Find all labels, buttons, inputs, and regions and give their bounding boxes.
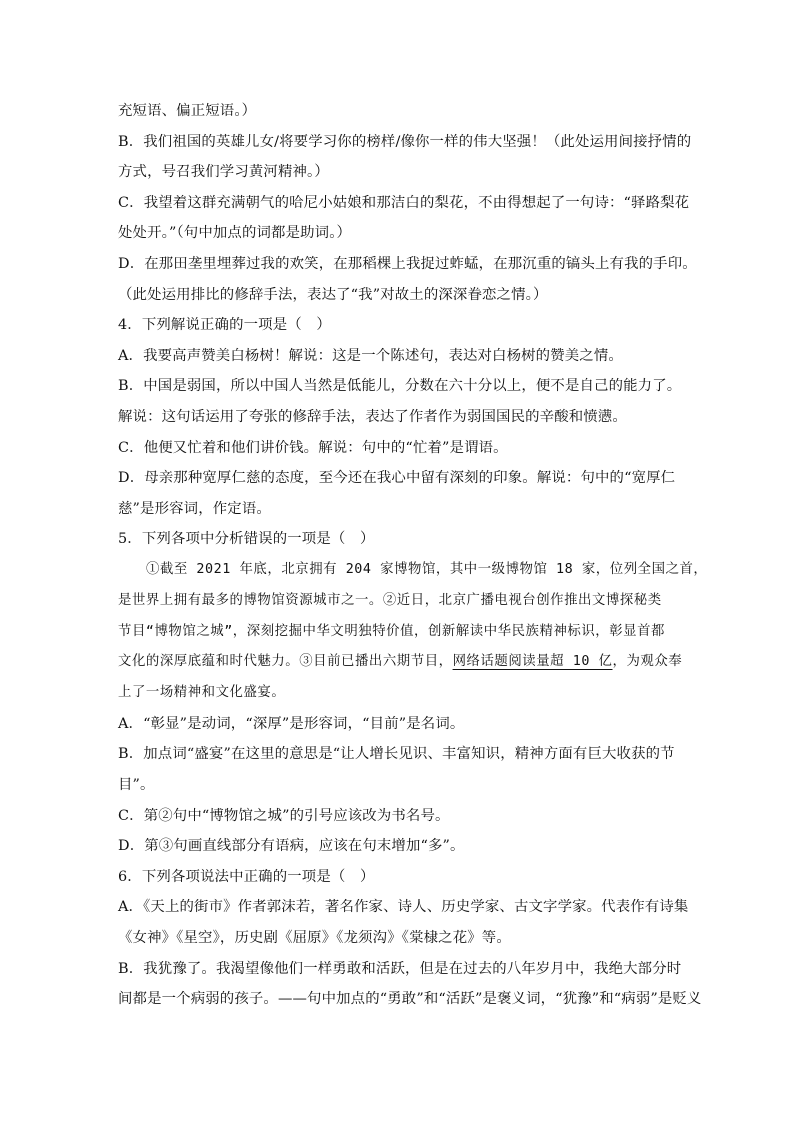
text-line: 充短语、偏正短语。） [118,103,257,119]
q4-option-b: B．中国是弱国，所以中国人当然是低能儿，分数在六十分以上，便不是自己的能力了。 [118,378,682,395]
text-line: （此处运用排比的修辞手法，表达了“我”对故土的深深眷恋之情。） [118,286,548,303]
q6-option-b: B．我犹豫了。我渴望像他们一样勇敢和活跃，但是在过去的八年岁月中，我绝大部分时 [118,960,682,977]
question-6-title: 6．下列各项说法中正确的一项是（ ） [118,868,375,885]
q5-option-a: A．“彰显”是动词，“深厚”是形容词，“目前”是名词。 [118,715,465,732]
question-5-title: 5．下列各项中分析错误的一项是（ ） [118,531,375,548]
underlined-phrase: 网络话题阅读量超 10 亿 [452,654,613,670]
text-line: 慈”是形容词，作定语。 [118,500,271,517]
option-b-line: B．我们祖国的英雄儿女/将要学习你的榜样/像你一样的伟大坚强！（此处运用间接抒情的 [118,133,692,150]
reading-passage [118,555,708,709]
passage-text: ，为观众奉 [612,654,683,670]
q4-option-a: A．我要高声赞美白杨树！解说：这是一个陈述句，表达对白杨树的赞美之情。 [118,347,623,364]
q5-option-b: B．加点词“盛宴”在这里的意思是“让人增长见识、丰富知识，精神方面有巨大收获的节 [118,746,675,763]
question-4-title: 4．下列解说正确的一项是（ ） [118,317,331,334]
q4-option-d: D．母亲那种宽厚仁慈的态度，至今还在我心中留有深刻的印象。解说：句中的“宽厚仁 [118,470,676,487]
q5-option-d: D．第③句画直线部分有语病，应该在句末增加“多”。 [118,838,465,855]
passage-line: 上了一场精神和文化盛宴。 [118,685,286,701]
text-line: 间都是一个病弱的孩子。——句中加点的“勇敢”和“活跃”是褒义词，“犹豫”和“病弱”是贬义 [118,991,702,1008]
passage-line: 是世界上拥有最多的博物馆资源城市之一。②近日，北京广播电视台创作推出文博探秘类 [118,592,662,608]
text-line: 方式，号召我们学习黄河精神。） [118,164,329,181]
text-line: 目”。 [118,777,155,794]
passage-text: 文化的深厚底蕴和时代魅力。③目前已播出六期节目， [118,654,453,670]
passage-line: ①截至 2021 年底，北京拥有 204 家博物馆，其中一级博物馆 18 家，位列全国之首， [146,561,708,577]
passage-line: 节目“博物馆之城”，深刻挖掘中华文明独特价值，创新解读中华民族精神标识，彰显首都 [118,623,665,639]
option-c-line: C．我望着这群充满朝气的哈尼小姑娘和那洁白的梨花，不由得想起了一句诗：“驿路梨花 [118,194,690,211]
text-line: 处处开。”（句中加点的词都是助词。） [118,225,352,242]
text-line: 解说：这句话运用了夸张的修辞手法，表达了作者作为弱国国民的辛酸和愤懑。 [118,408,627,425]
q5-option-c: C．第②句中“博物馆之城”的引号应该改为书名号。 [118,807,450,824]
text-line: 《女神》《星空》，历史剧《屈原》《龙须沟》《棠棣之花》等。 [118,930,511,947]
passage-line [118,647,683,678]
option-d-line: D．在那田垄里埋葬过我的欢笑，在那稻棵上我捉过蚱蜢，在那沉重的镐头上有我的手印。 [118,255,697,272]
document-page [118,96,708,1015]
q6-option-a: A．《天上的街市》作者郭沫若，著名作家、诗人、历史学家、古文字学家。代表作有诗集 [118,899,689,916]
q4-option-c: C．他便又忙着和他们讲价钱。解说：句中的“忙着”是谓语。 [118,439,508,456]
